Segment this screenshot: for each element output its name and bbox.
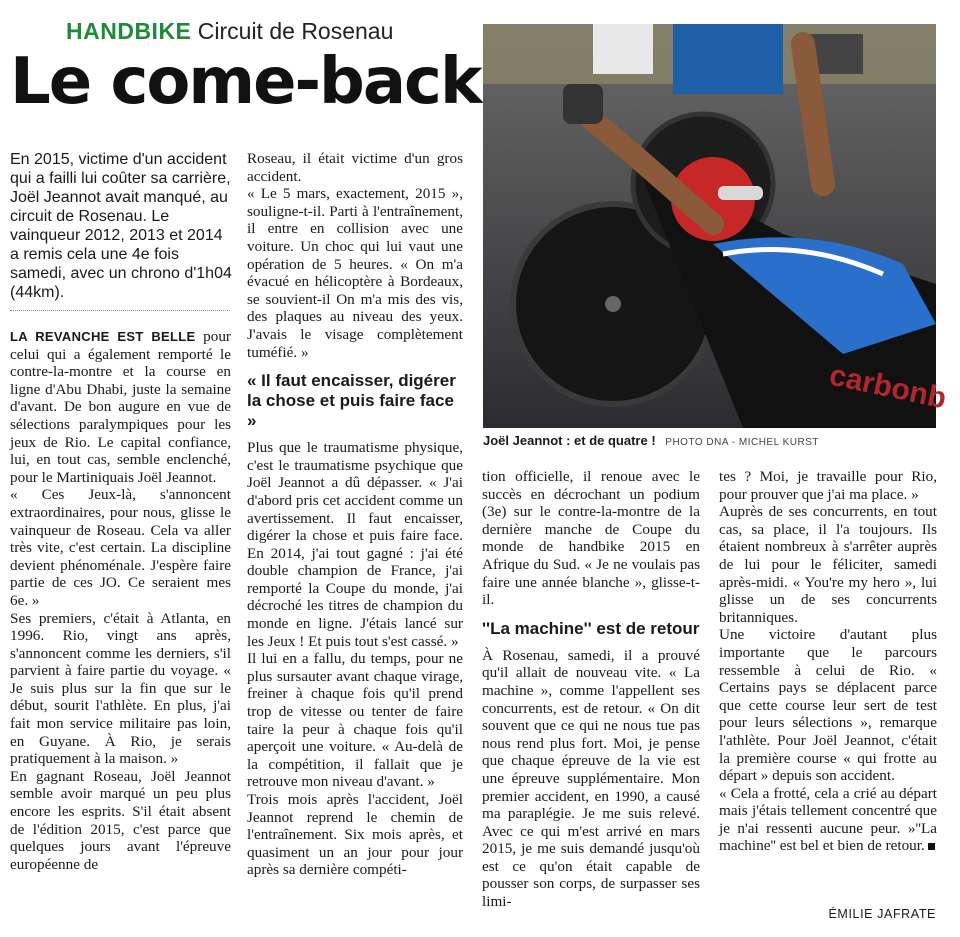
lead-separator	[10, 310, 230, 311]
paragraph: À Rosenau, samedi, il a prouvé qu'il allait de nouveau vite. « La machine », comme l'appellent ses concurrents, est de retour. « On dit souvent que ce qui ne nous tue pas nous rend plus fort. Moi, je pense que chaque épreuve de la vie est une épreuve supplémentaire. Mon premier accident, en 1990, a causé ma paraplégie. Je me suis relevé. Avec ce qui m'est arrivé en mars 2015, je me suis demandé jusqu'où est ce qu'on était capable de pousser son corps, de surpasser ses limi-	[482, 646, 700, 911]
paragraph: Une victoire d'autant plus importante que le parcours ressemble à celui de Rio. « Certains pays se déplacent parce que cette course leur sert de test pour leurs sélections », remarque l'athlète. Pour Joël Jeannot, c'était la première course « qui frotte au départ » depuis son accident.	[719, 626, 937, 785]
frame-brand-text: carbonb	[826, 358, 950, 416]
caption-text: Joël Jeannot : et de quatre !	[483, 433, 656, 448]
article-column-3	[482, 468, 700, 911]
paragraph-text: pour celui qui a également remporté le contre-la-montre et la course en ligne d'Abu Dhabi, juste la semaine d'avant. De bon augure en vue de sélections paralympiques pour les jeux de Rio. Le capital confiance, lui, en tout cas, semble enclenché, pour le Martiniquais Joël Jeannot.	[10, 328, 231, 486]
paragraph: Plus que le traumatisme physique, c'est le traumatisme psychique que Joël Jeannot a dû dépasser. « J'ai d'abord pris cet accident comme un avertissement. Il faut encaisser, digérer la chose et puis faire face. En 2014, j'ai tout gagné : j'ai été double champion de France, j'ai remporté la Coupe du monde, j'ai décroché les titres de champion du monde en ligne. J'étais lancé sur les Jeux ! Et puis tout s'est cassé. »	[247, 439, 463, 650]
subheading-2: ''La machine'' est de retour	[482, 618, 700, 638]
end-mark-icon	[928, 843, 935, 850]
paragraph-text: « Cela a frotté, cela a crié au départ mais j'étais tellement concentré que je n'ai ressenti aucune peur. »''La machine'' est bel et bien de retour.	[719, 784, 937, 855]
paragraph	[10, 328, 231, 486]
subheading-1: « Il faut encaisser, digérer la chose et puis faire face »	[247, 371, 456, 431]
headline: Le come-back	[10, 45, 481, 119]
article-column-1	[10, 328, 231, 873]
section-kicker	[66, 18, 393, 45]
lead-paragraph: En 2015, victime d'un accident qui a failli lui coûter sa carrière, Joël Jeannot avait manqué, au circuit de Rosenau. Le vainqueur 2012, 2013 et 2014 a remis cela une 4e fois samedi, avec un chrono d'1h04 (44km).	[10, 151, 232, 301]
paragraph: Roseau, il était victime d'un gros accident.	[247, 150, 463, 185]
kicker-place: Circuit de Rosenau	[197, 18, 394, 44]
paragraph: Ses premiers, c'était à Atlanta, en 1996. Rio, vingt ans après, s'annoncent comme les derniers, s'il parvient à faire partie du voyage. « Je suis plus sur la fin que sur le début, sourit l'athlète. En plus, j'ai fait mon service militaire pas loin, en Guyane. À Rio, je serais pratiquement à la maison. »	[10, 609, 231, 768]
paragraph: Auprès de ses concurrents, en tout cas, sa place, il l'a toujours. Ils étaient nombreux à s'arrêter auprès de lui pour le féliciter, samedi après-midi. « You're my hero », lui glisse un de ses concurrents britanniques.	[719, 503, 937, 626]
handbike-photo	[483, 24, 950, 428]
paragraph: Trois mois après l'accident, Joël Jeannot reprend le chemin de l'entraînement. Six mois après, et quasiment un an jour pour jour après sa dernière compéti-	[247, 791, 463, 879]
paragraph	[719, 785, 937, 855]
paragraph: « Ces Jeux-là, s'annoncent extraordinaires, pour nous, glisse le vainqueur de Roseau. Cela va aller très vite, c'est certain. La discipline devient phénoménale. J'espère faire partie de ces JO. Ce seraient mes 6e. »	[10, 486, 231, 609]
paragraph: tes ? Moi, je travaille pour Rio, pour prouver que j'ai ma place. »	[719, 468, 937, 503]
paragraph: Il lui en a fallu, du temps, pour ne plus sursauter avant chaque virage, freiner à chaque fois qu'il prend trop de vitesse ou tenter de faire taire la peur à chaque fois qu'il aperçoit une voiture. « Au-delà de la compétition, il fallait que je retrouve mon niveau d'avant. »	[247, 650, 463, 791]
paragraph: tion officielle, il renoue avec le succès en décrochant un podium (3e) sur le contre-la-montre de la dernière manche de Coupe du monde de handbike 2015 en Afrique du Sud. « Je ne voulais pas faire une année blanche », glisse-t-il.	[482, 468, 700, 609]
article-photo	[483, 24, 950, 428]
photo-caption	[483, 433, 936, 448]
paragraph: « Le 5 mars, exactement, 2015 », souligne-t-il. Parti à l'entraînement, il entre en collision avec une voiture. Un choc qui lui vaut une opération de 5 heures. « On m'a évacué en hélicoptère à Bordeaux, se souvient-il On m'a mis des vis, des plaques au niveau des yeux. J'avais le visage complètement tuméfié. »	[247, 185, 463, 361]
kicker-section: HANDBIKE	[66, 18, 192, 44]
photo-credit: PHOTO DNA - MICHEL KURST	[665, 437, 819, 448]
article-column-2	[247, 150, 463, 879]
run-in-heading: LA REVANCHE EST BELLE	[10, 329, 196, 344]
paragraph: En gagnant Roseau, Joël Jeannot semble avoir marqué un peu plus encore les esprits. S'il était absent de l'édition 2015, c'est parce que quelques jours avant l'épreuve européenne de	[10, 767, 231, 873]
author-byline: ÉMILIE JAFRATE	[828, 907, 936, 921]
article-column-4	[719, 468, 937, 855]
